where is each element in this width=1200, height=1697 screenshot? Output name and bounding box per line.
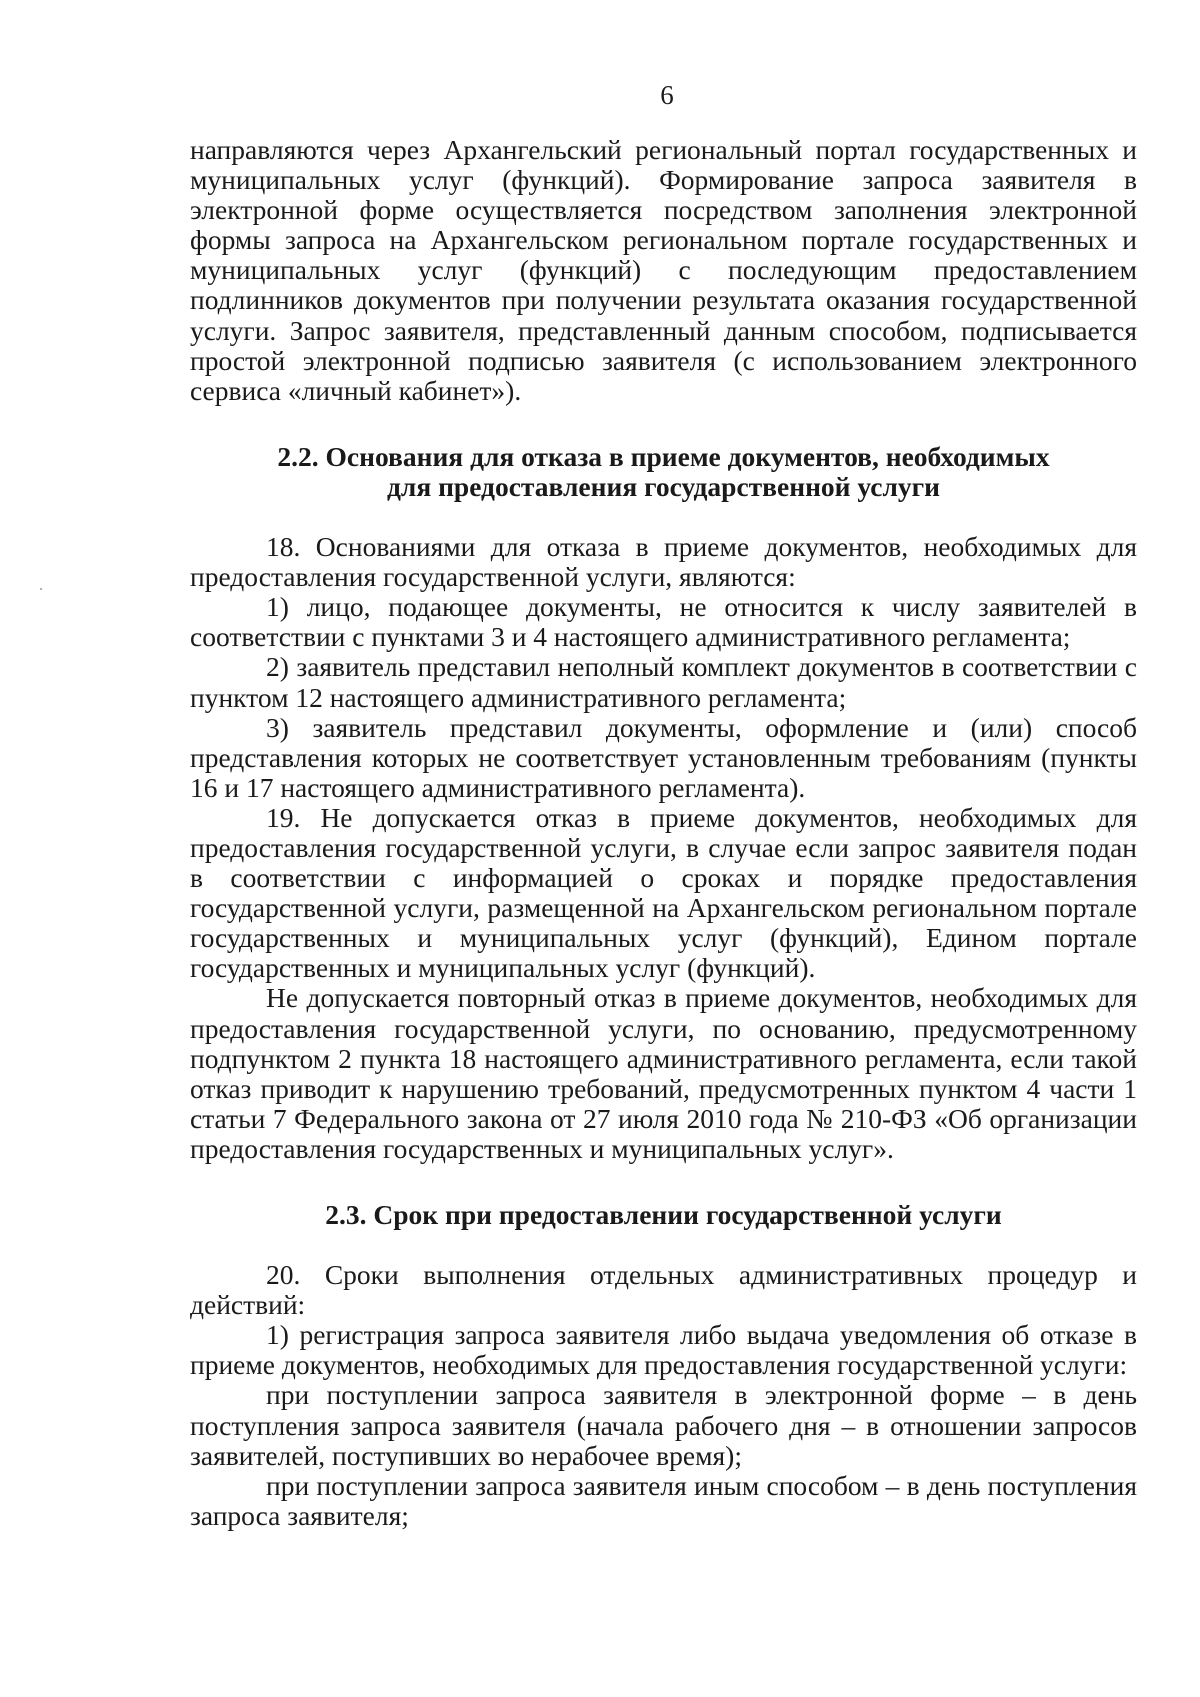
paragraph-18: 18. Основаниями для отказа в приеме документов, необходимых для предоставления государственной услуги, являются: xyxy=(190,531,1137,593)
paragraph-18-2: 2) заявитель представил неполный комплект документов в соответствии с пунктом 12 настоящего административного регламента; xyxy=(190,651,1137,713)
section-heading-2-3: 2.3. Срок при предоставлении государственной услуги xyxy=(325,1199,1002,1230)
paragraph-20-1: 1) регистрация запроса заявителя либо выдача уведомления об отказе в приеме документов, необходимых для предоставления государственной услуги: xyxy=(190,1319,1137,1381)
paragraph-18-3: 3) заявитель представил документы, оформление и (или) способ представления которых не соответствует установленным требованиям (пункты 16 и 17 настоящего административного регламента). xyxy=(190,711,1137,803)
section-heading-2-2-line1: 2.2. Основания для отказа в приеме документов, необходимых xyxy=(277,440,1050,472)
scan-artifact-dot xyxy=(40,588,42,590)
paragraph-20-1b: при поступлении запроса заявителя иным способом – в день поступления запроса заявителя; xyxy=(190,1469,1137,1531)
paragraph-20-1a: при поступлении запроса заявителя в электронной форме – в день поступления запроса заявителя (начала рабочего дня – в отношении запросов заявителей, поступивших во нерабочее время); xyxy=(190,1379,1137,1471)
paragraph-20: 20. Сроки выполнения отдельных административных процедур и действий: xyxy=(190,1259,1137,1321)
paragraph-19: 19. Не допускается отказ в приеме документов, необходимых для предоставления государственной услуги, в случае если запрос заявителя подан в соответствии с информацией о сроках и порядке предоставления государственной услуги, размещенной на Архангельском региональном портале государственных и муниципальных услуг (функций), Едином портале государственных и муниципальных услуг (функций). xyxy=(190,801,1137,984)
section-heading-2-2-line2: для предоставления государственной услуги xyxy=(386,470,941,502)
paragraph-18-1: 1) лицо, подающее документы, не относится к числу заявителей в соответствии с пунктами 3 и 4 настоящего административного регламента; xyxy=(190,591,1137,653)
section-heading-2-2 xyxy=(190,442,1137,502)
document-body xyxy=(190,135,1137,1531)
paragraph-19-2: Не допускается повторный отказ в приеме документов, необходимых для предоставления государственной услуги, по основанию, предусмотренному подпунктом 2 пункта 18 настоящего административного регламента, если такой отказ приводит к нарушению требований, предусмотренных пунктом 4 части 1 статьи 7 Федерального закона от 27 июля 2010 года № 210-ФЗ «Об организации предоставления государственных и муниципальных услуг». xyxy=(190,982,1137,1164)
page-number: 6 xyxy=(660,80,674,110)
paragraph-intro: направляются через Архангельский региональный портал государственных и муниципальных услуг (функций). Формирование запроса заявителя в электронной форме осуществляется посредством заполнения электронной формы запроса на Архангельском региональном портале государственных и муниципальных услуг (функций) с последующим предоставлением подлинников документов при получении результата оказания государственной услуги. Запрос заявителя, представленный данным способом, подписывается простой электронной подписью заявителя (с использованием электронного сервиса «личный кабинет»). xyxy=(190,134,1137,406)
